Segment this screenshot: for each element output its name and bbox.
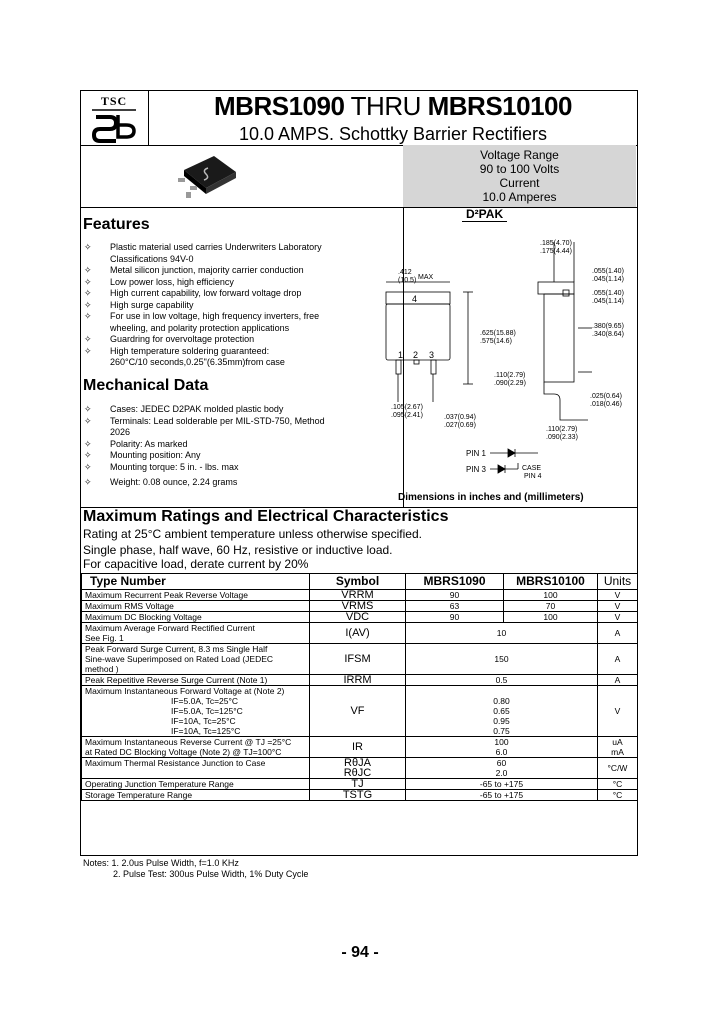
bullet-icon: ✧ [84,345,92,356]
dim-label: .380(9.65) [592,323,624,330]
header-units: Units [598,574,638,590]
value-text: 100 [543,612,558,622]
parameter-text: See Fig. 1 [85,633,124,643]
parameter-cell [82,779,310,790]
list-item-text: High temperature soldering guaranteed: [110,345,270,356]
dim-label: .185(4.70) [540,240,572,247]
parameter-cell [82,686,310,737]
symbol-cell [310,644,406,675]
list-item-text: High current capability, low forward voltage drop [110,288,302,298]
page-subtitle: 10.0 AMPS. Schottky Barrier Rectifiers [238,124,548,144]
pin-number: 2 [413,350,419,360]
parameter-text: Maximum Instantaneous Reverse Current @ TJ =25°C [85,737,292,747]
symbol-cell [310,686,406,737]
unit-text: uA [612,737,623,747]
unit-text: A [614,654,621,664]
symbol-cell [310,612,406,623]
parameter-cell [82,790,310,801]
unit-text: V [614,590,621,600]
table-row [82,779,638,790]
value-text: 0.80 [493,696,510,706]
parameter-cell [82,623,310,644]
page-title [158,91,628,122]
unit-cell [598,686,638,737]
unit-text: A [614,628,621,638]
mechanical-list [84,404,404,489]
list-item [84,277,404,289]
pin3-label: PIN 3 [466,465,487,474]
parameter-text: IF=5.0A, Tc=25°C [171,696,239,706]
tsc-logo [88,94,140,142]
notes [83,858,308,880]
parameter-text: Operating Junction Temperature Range [85,779,234,789]
symbol-cell [310,790,406,801]
dim-label: .027(0.69) [444,422,476,429]
dim-label: .037(0.94) [444,414,476,421]
parameter-text: Maximum Thermal Resistance Junction to Case [85,758,266,768]
value-cell [406,790,598,801]
dim-label: .090(2.29) [494,380,526,387]
dim-label: .105(2.67) [391,404,423,411]
value-text: 0.75 [493,726,510,736]
list-item-text: Terminals: Lead solderable per MIL-STD-750, Method [110,415,325,426]
bullet-icon: ✧ [84,265,92,275]
bullet-icon: ✧ [84,311,92,321]
parameter-cell [82,644,310,675]
dim-label: .055(1.40) [592,268,624,275]
value-cell [406,686,598,737]
list-item-text: 260°C/10 seconds,0.25"(6.35mm)from case [110,357,285,367]
features-list [84,242,404,369]
unit-cell [598,623,638,644]
unit-text: V [614,612,621,622]
list-item-text: Plastic material used carries Underwriters Laboratory [110,242,322,252]
value-cell [406,779,598,790]
note-1: Notes: 1. 2.0us Pulse Width, f=1.0 KHz [83,858,239,868]
bullet-icon: ✧ [84,415,92,426]
header-part-1: MBRS1090 [406,574,504,590]
list-item-text: Low power loss, high efficiency [110,276,234,287]
value-text: 70 [545,601,556,611]
rating-condition: For capacitive load, derate current by 20% [83,557,309,571]
table-row [82,601,638,612]
parameter-cell [82,737,310,758]
unit-text: °C [612,790,623,800]
value-text: 90 [449,590,460,600]
list-item-text: Mounting torque: 5 in. - lbs. max [110,461,239,472]
parameter-text: method ) [85,664,119,674]
dim-label: .025(0.64) [590,393,622,400]
current-value: 10.0 Amperes [482,190,557,204]
dim-label: .340(8.64) [592,331,624,338]
unit-cell [598,758,638,779]
dim-label: .110(2.79) [546,426,578,433]
dim-label: .095(2.41) [391,412,423,419]
value-cell [406,590,504,601]
symbol-text: VRMS [341,600,374,612]
parameter-cell [82,590,310,601]
ratings-title: Maximum Ratings and Electrical Characteristics [83,508,449,525]
parameter-text: Maximum Average Forward Rectified Current [85,623,255,633]
unit-text: A [614,675,621,685]
list-item-text: Polarity: As marked [110,438,188,449]
value-text: 2.0 [495,768,508,778]
dim-label: .018(0.46) [590,401,622,408]
page-number: - 94 - [341,944,379,961]
parameter-text: Maximum Instantaneous Forward Voltage at (Note 2) [85,686,285,696]
dim-label: .055(1.40) [592,290,624,297]
voltage-range-value: 90 to 100 Volts [479,162,560,176]
value-text: 63 [449,601,460,611]
symbol-cell [310,737,406,758]
list-item [84,450,404,462]
parameter-text: Peak Forward Surge Current, 8.3 ms Single Half [85,644,268,654]
unit-cell [598,779,638,790]
device-photo [170,150,242,202]
value-cell [406,644,598,675]
symbol-text: RθJA [344,757,371,769]
header-type-number: Type Number [82,574,310,590]
parameter-cell [82,675,310,686]
bullet-icon: ✧ [84,276,92,287]
parameter-text: IF=10A, Tc=125°C [171,726,241,736]
unit-cell [598,601,638,612]
pin-number: 1 [398,350,404,360]
symbol-text: RθJC [343,767,372,779]
symbol-text: VF [350,705,365,717]
part-number-high: MBRS10100 [427,91,572,121]
list-item-text: 2026 [110,427,131,437]
parameter-cell [82,758,310,779]
dim-label: .412 [398,269,412,276]
parameter-cell [82,612,310,623]
dim-label: .090(2.33) [546,434,578,441]
case-label: CASE [522,465,542,472]
list-item [84,462,404,474]
value-text: 150 [494,654,509,664]
bullet-icon: ✧ [84,404,92,414]
list-item-text: Cases: JEDEC D2PAK molded plastic body [110,404,284,414]
unit-cell [598,790,638,801]
pin-number: 3 [429,350,435,360]
list-item-text: For use in low voltage, high frequency inverters, free [110,311,320,321]
value-text: 60 [496,758,507,768]
dimensions-caption: Dimensions in inches and (millimeters) [398,492,584,503]
value-text: 0.95 [493,716,510,726]
bullet-icon: ✧ [84,461,92,472]
symbol-cell [310,601,406,612]
rating-condition: Single phase, half wave, 60 Hz, resistive or inductive load. [83,543,393,557]
list-item [84,242,404,265]
unit-cell [598,590,638,601]
list-item-text: Weight: 0.08 ounce, 2.24 grams [110,477,238,487]
table-row [82,737,638,758]
table-row [82,675,638,686]
parameter-text: Maximum Recurrent Peak Reverse Voltage [85,590,248,600]
value-cell [406,758,598,779]
value-text: -65 to +175 [479,790,524,800]
symbol-text: TSTG [342,789,373,801]
list-item [84,416,404,439]
unit-text: mA [611,747,624,757]
dim-label: .175(4.44) [540,248,572,255]
ratings-table [81,573,638,801]
symbol-text: IR [352,741,363,753]
list-item [84,300,404,312]
pin4-label: PIN 4 [524,473,542,480]
package-name: D²PAK [462,207,507,222]
pin1-label: PIN 1 [466,449,487,458]
parameter-text: Maximum RMS Voltage [85,601,174,611]
parameter-text: Sine-wave Superimposed on Rated Load (JEDEC [85,654,274,664]
logo-text: TSC [100,94,128,108]
dim-label: .045(1.14) [592,276,624,283]
table-row [82,790,638,801]
tab-number: 4 [412,294,418,304]
parameter-text: IF=5.0A, Tc=125°C [171,706,243,716]
list-item [84,439,404,451]
value-cell [504,601,598,612]
symbol-text: VDC [345,611,370,623]
dim-label: (10.5) [398,277,417,284]
parameter-cell [82,601,310,612]
value-text: 0.65 [493,706,510,716]
list-item-text: High surge capability [110,299,194,310]
list-item [84,477,404,489]
value-cell [406,601,504,612]
note-2: 2. Pulse Test: 300us Pulse Width, 1% Duty Cycle [113,869,309,879]
list-item [84,311,404,334]
table-row [82,612,638,623]
value-text: 6.0 [495,747,508,757]
bullet-icon: ✧ [84,242,92,252]
value-text: 90 [449,612,460,622]
tsc-symbol-icon [88,109,140,143]
parameter-text: IF=10A, Tc=25°C [171,716,236,726]
rating-condition: Rating at 25°C ambient temperature unless otherwise specified. [83,527,422,541]
dim-label: MAX [418,274,434,281]
list-item-text: wheeling, and polarity protection applications [110,322,290,333]
value-cell [406,737,598,758]
value-text: 100 [494,737,509,747]
list-item [84,404,404,416]
features-title: Features [83,216,150,233]
part-number-low: MBRS1090 [214,91,345,121]
header-part-2: MBRS10100 [504,574,598,590]
current-label: Current [499,176,540,190]
title-thru: THRU [344,91,428,121]
logo-divider [148,90,149,145]
table-row [82,758,638,779]
rating-summary-box [403,145,636,207]
unit-text: °C/W [607,763,628,773]
parameter-text: Maximum DC Blocking Voltage [85,612,202,622]
unit-cell [598,644,638,675]
parameter-text: Storage Temperature Range [85,790,193,800]
value-cell [406,612,504,623]
list-item-text: Classifications 94V-0 [110,253,194,264]
value-text: -65 to +175 [479,779,524,789]
unit-text: V [614,706,621,716]
list-item [84,288,404,300]
symbol-cell [310,758,406,779]
features-top-divider [80,207,638,208]
symbol-text: IRRM [343,674,372,686]
bullet-icon: ✧ [84,438,92,449]
dim-label: .045(1.14) [592,298,624,305]
unit-text: V [614,601,621,611]
dim-label: .575(14.6) [480,338,512,345]
list-item-text: Guardring for overvoltage protection [110,334,255,344]
bullet-icon: ✧ [84,334,92,344]
dim-label: .625(15.88) [480,330,516,337]
unit-cell [598,675,638,686]
dim-label: .110(2.79) [494,372,526,379]
table-row [82,623,638,644]
list-item [84,334,404,346]
parameter-text: Peak Repetitive Reverse Surge Current (Note 1) [85,675,268,685]
bullet-icon: ✧ [84,450,92,460]
table-row [82,686,638,737]
bullet-icon: ✧ [84,288,92,298]
unit-cell [598,737,638,758]
symbol-text: I(AV) [345,627,370,639]
parameter-text: at Rated DC Blocking Voltage (Note 2) @ TJ=100°C [85,747,282,757]
mechanical-title: Mechanical Data [83,377,209,394]
symbol-cell [310,590,406,601]
bullet-icon: ✧ [84,477,92,487]
value-cell [504,590,598,601]
value-cell [406,623,598,644]
value-cell [406,675,598,686]
value-text: 10 [496,628,507,638]
symbol-cell [310,779,406,790]
table-header-row [82,574,638,590]
value-cell [504,612,598,623]
bullet-icon: ✧ [84,299,92,310]
voltage-range-label: Voltage Range [480,148,559,162]
list-item-text: Metal silicon junction, majority carrier conduction [110,265,304,275]
unit-text: °C [612,779,623,789]
symbol-text: IFSM [344,653,371,665]
list-item [84,346,404,369]
symbol-cell [310,675,406,686]
symbol-text: TJ [351,778,364,790]
list-item [84,265,404,277]
value-text: 0.5 [495,675,508,685]
symbol-text: VRRM [341,589,374,601]
value-text: 100 [543,590,558,600]
table-row [82,644,638,675]
list-item-text: Mounting position: Any [110,450,201,460]
header-symbol: Symbol [310,574,406,590]
symbol-cell [310,623,406,644]
table-row [82,590,638,601]
unit-cell [598,612,638,623]
